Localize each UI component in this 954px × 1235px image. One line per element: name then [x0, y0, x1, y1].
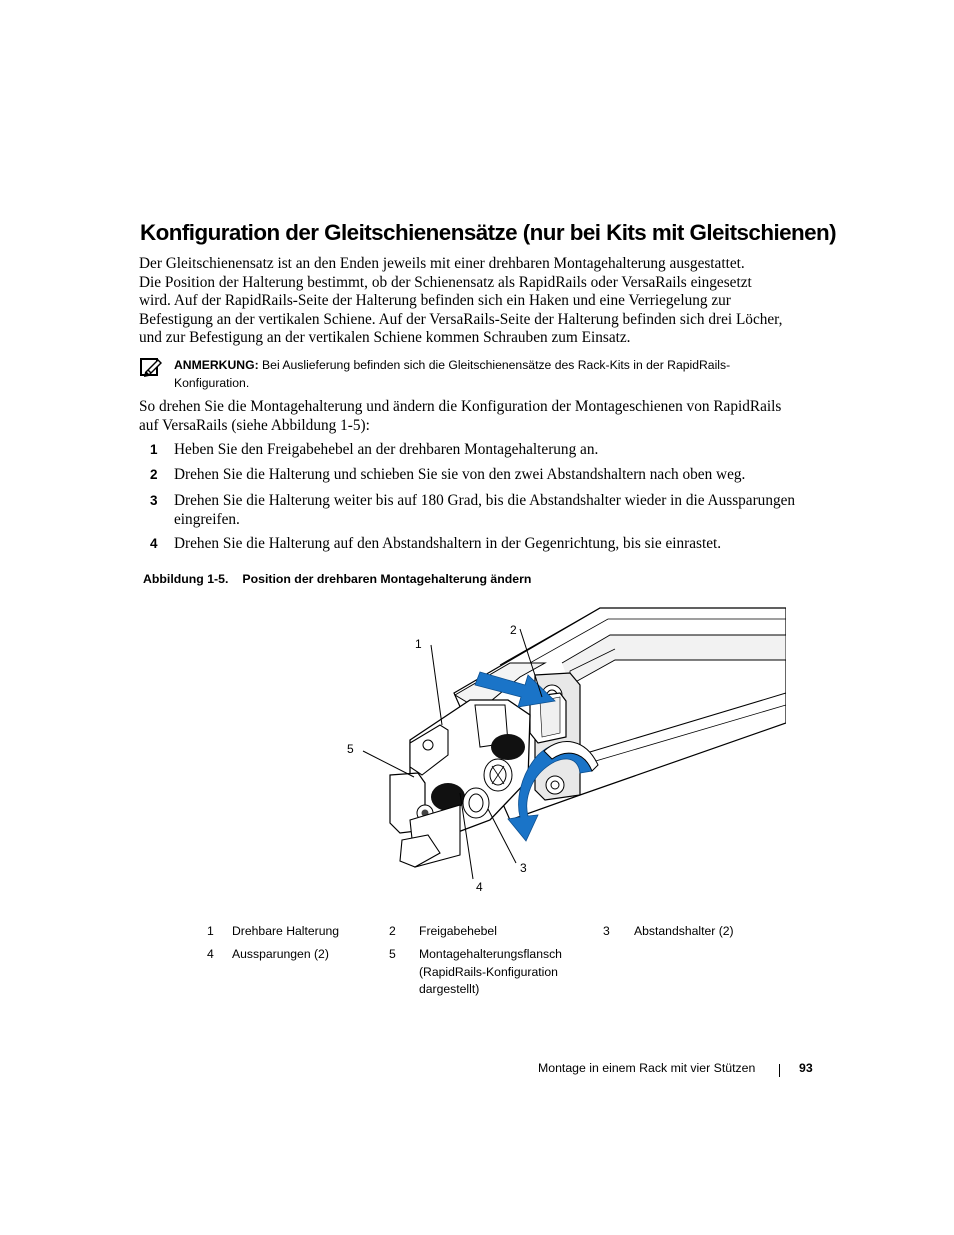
step-line: Drehen Sie die Halterung und schieben Sie sie von den zwei Abstandshaltern nach oben weg.: [174, 466, 746, 483]
figure-number: Abbildung 1-5.: [143, 572, 229, 586]
legend-number: 4: [207, 947, 214, 961]
callout-4: 4: [476, 880, 483, 894]
intro-paragraph: [139, 255, 819, 348]
legend-number: 5: [389, 947, 396, 961]
callout-1: 1: [415, 637, 422, 651]
section-heading: Konfiguration der Gleitschienensätze (nur bei Kits mit Gleitschienen): [140, 220, 837, 245]
note-label: ANMERKUNG:: [174, 358, 259, 372]
bracket-drawing: [330, 605, 786, 905]
step-text: [174, 492, 819, 529]
footer-section-title: Montage in einem Rack mit vier Stützen: [538, 1061, 756, 1075]
procedure-line: auf VersaRails (siehe Abbildung 1-5):: [139, 416, 370, 434]
step-line: eingreifen.: [174, 510, 240, 528]
procedure-line: So drehen Sie die Montagehalterung und ändern die Konfiguration der Montageschienen von RapidRails: [139, 398, 782, 415]
intro-line: Die Position der Halterung bestimmt, ob der Schienensatz als RapidRails oder VersaRails eingesetzt: [139, 273, 752, 291]
legend-text: Freigabehebel: [419, 924, 497, 938]
note-line: Bei Auslieferung befinden sich die Gleitschienensätze des Rack-Kits in der RapidRails-: [262, 358, 731, 372]
note-line: Konfiguration.: [174, 376, 250, 390]
step-text: [174, 466, 819, 485]
intro-line: Der Gleitschienensatz ist an den Enden jeweils mit einer drehbaren Montagehalterung ausgestattet.: [139, 255, 745, 272]
callout-5: 5: [347, 742, 354, 756]
legend-text: [419, 946, 562, 999]
legend-line: (RapidRails-Konfiguration: [419, 964, 558, 979]
step-text: [174, 441, 819, 460]
procedure-intro: [139, 398, 819, 435]
legend-text: Abstandshalter (2): [634, 924, 734, 938]
footer-divider: [779, 1064, 780, 1077]
intro-line: wird. Auf der RapidRails-Seite der Halterung befinden sich ein Haken und eine Verriegelung zur: [139, 292, 731, 310]
step-number: 1: [150, 442, 158, 457]
step-number: 4: [150, 536, 158, 551]
legend-line: Montagehalterungsflansch: [419, 947, 562, 961]
intro-line: und zur Befestigung an der vertikalen Schiene kommen Schrauben zum Einsatz.: [139, 329, 631, 347]
callout-2: 2: [510, 623, 517, 637]
note-pencil-icon: [139, 356, 165, 378]
step-line: Drehen Sie die Halterung auf den Abstandshaltern in der Gegenrichtung, bis sie einrastet.: [174, 535, 722, 552]
legend-number: 1: [207, 924, 214, 938]
callout-3: 3: [520, 861, 527, 875]
page-number: 93: [799, 1061, 813, 1075]
step-line: Heben Sie den Freigabehebel an der drehbaren Montagehalterung an.: [174, 441, 599, 458]
legend-number: 3: [603, 924, 610, 938]
intro-line: Befestigung an der vertikalen Schiene. Auf der VersaRails-Seite der Halterung befinden sich drei Löcher,: [139, 310, 783, 328]
note-text: [174, 356, 794, 392]
figure-title: Position der drehbaren Montagehalterung ändern: [242, 572, 532, 586]
step-text: [174, 535, 819, 554]
step-line: Drehen Sie die Halterung weiter bis auf 180 Grad, bis die Abstandshalter wieder in die Aussparungen: [174, 492, 796, 509]
legend-line: dargestellt): [419, 982, 480, 996]
legend-number: 2: [389, 924, 396, 938]
step-number: 2: [150, 467, 158, 482]
figure-caption: [143, 572, 531, 586]
legend-text: Aussparungen (2): [232, 947, 329, 961]
legend-text: Drehbare Halterung: [232, 924, 340, 938]
step-number: 3: [150, 493, 158, 508]
bracket-illustration: [330, 605, 786, 905]
